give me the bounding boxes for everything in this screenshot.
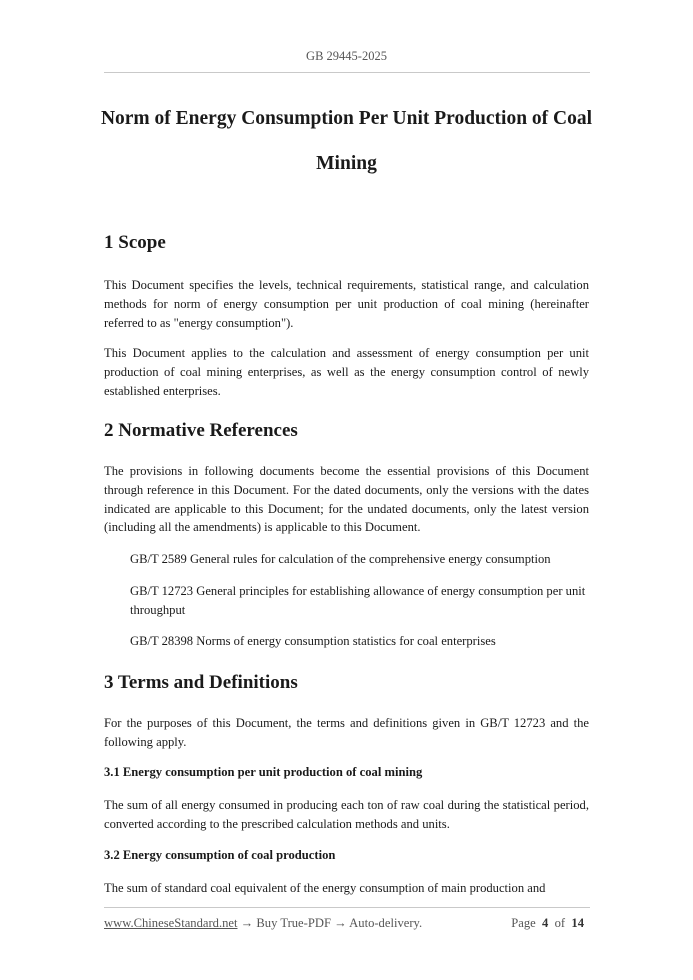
scope-paragraph-1: This Document specifies the levels, technical requirements, statistical range, and calculation methods for norm of energy consumption per unit production of coal mining (hereinafter referred to as "energy consumption"). (104, 278, 589, 330)
of-label: of (554, 916, 566, 930)
section-heading-normative-references: 2 Normative References (104, 420, 298, 441)
buy-pdf-text: Buy True-PDF (256, 916, 331, 930)
term-definition-3-1: The sum of all energy consumed in producing each ton of raw coal during the statistical period, converted according to the prescribed calculation methods and units. (104, 798, 589, 831)
section-heading-scope: 1 Scope (104, 232, 166, 253)
normative-paragraph: The provisions in following documents become the essential provisions of this Document through reference in this Document. For the dated documents, only the versions with the dates indicated are applicable to this Document; for the undated documents, only the latest version (including all the amendments) is applicable to this Document. (104, 464, 589, 535)
section-heading-terms: 3 Terms and Definitions (104, 672, 298, 693)
arrow-right-icon: → (334, 916, 347, 930)
term-heading-3-2: 3.2 Energy consumption of coal production (104, 848, 336, 862)
page-label: Page (511, 916, 536, 930)
page-number (511, 916, 584, 931)
title-line-2: Mining (316, 153, 377, 174)
title-line-1: Norm of Energy Consumption Per Unit Production of Coal (100, 108, 593, 129)
term-heading-3-1: 3.1 Energy consumption per unit production of coal mining (104, 765, 423, 779)
site-link[interactable]: www.ChineseStandard.net (104, 916, 238, 930)
reference-item: GB/T 2589 General rules for calculation of the comprehensive energy consumption (130, 552, 551, 566)
arrow-right-icon: → (240, 916, 254, 930)
footer-promo (104, 916, 422, 931)
page-total: 14 (571, 916, 584, 930)
reference-item: GB/T 12723 General principles for establishing allowance of energy consumption per unit throughput (130, 584, 586, 617)
page-current: 4 (542, 916, 549, 930)
reference-item: GB/T 28398 Norms of energy consumption statistics for coal enterprises (130, 634, 496, 648)
footer-divider (104, 907, 590, 908)
terms-intro-paragraph: For the purposes of this Document, the terms and definitions given in GB/T 12723 and the following apply. (104, 716, 589, 749)
header-divider (104, 72, 590, 73)
auto-delivery-text: Auto-delivery. (349, 916, 423, 930)
scope-paragraph-2: This Document applies to the calculation and assessment of energy consumption per unit production of coal mining enterprises, as well as the energy consumption control of newly established enterprises. (104, 346, 589, 398)
term-definition-3-2: The sum of standard coal equivalent of the energy consumption of main production and (104, 881, 546, 895)
running-header: GB 29445-2025 (306, 49, 387, 63)
document-title (90, 96, 603, 186)
